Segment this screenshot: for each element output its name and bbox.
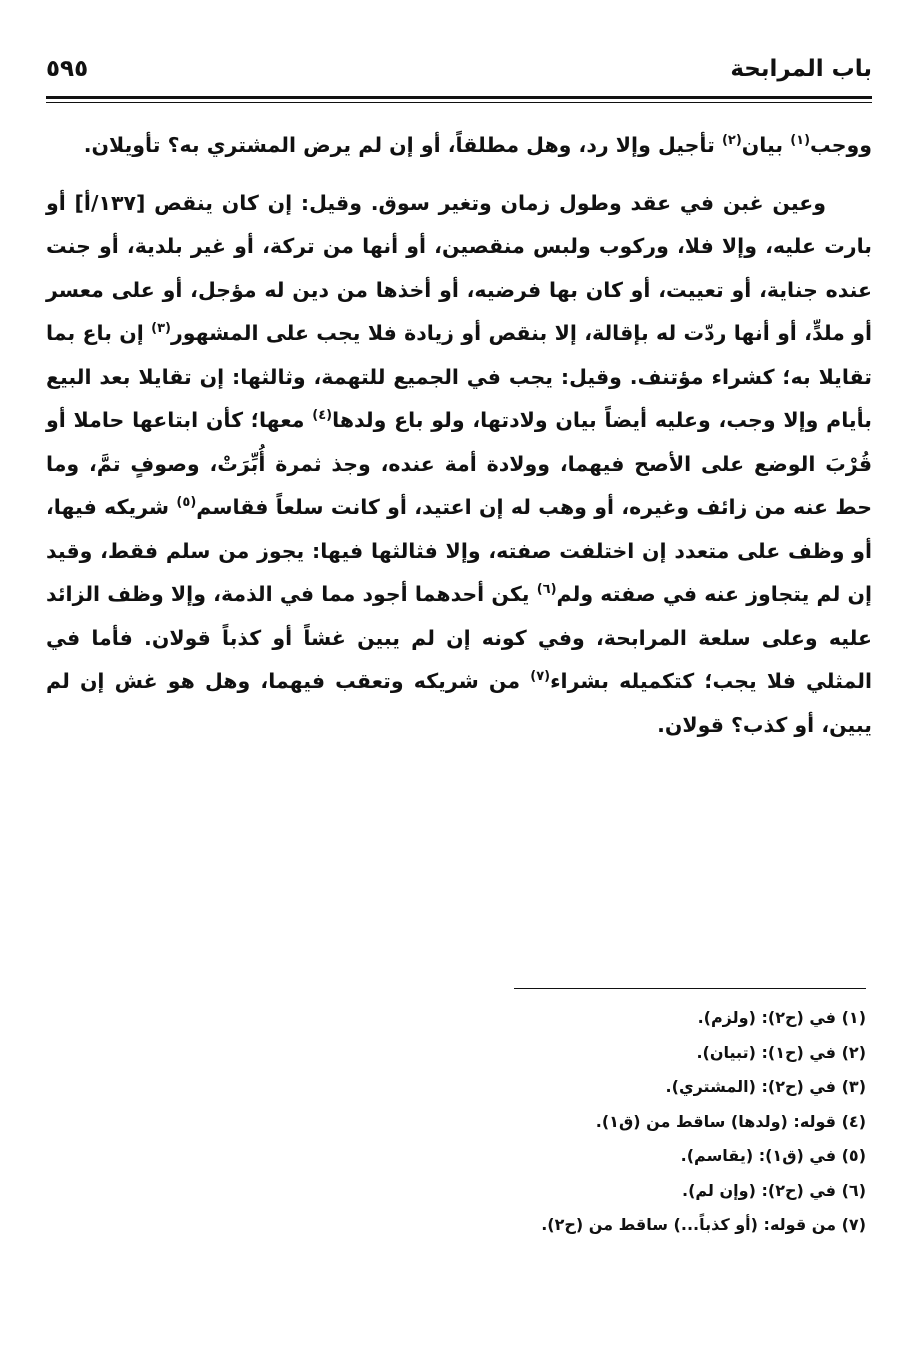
- footnote-4: (٤) قوله: (ولدها) ساقط من (ق١).: [595, 1111, 866, 1131]
- footnote-7: (٧) من قوله: (أو كذباً...) ساقط من (ح٢).: [541, 1215, 866, 1234]
- main-text: [46, 124, 872, 747]
- page-header: [46, 48, 872, 94]
- footnote-1: (١) في (ح٢): (ولزم).: [697, 1008, 866, 1027]
- footnote-ref-3: (٣): [151, 321, 171, 337]
- paragraph-2: [46, 182, 872, 748]
- footnote-separator: [514, 988, 866, 989]
- text-run: تأجيل وإلا رد، وهل مطلقاً، أو إن لم يرض المشتري به؟ تأويلان.: [83, 133, 722, 157]
- footnote-ref-7: (٧): [530, 669, 551, 685]
- footnote-3: (٣) في (ح٢): (المشتري).: [665, 1077, 866, 1096]
- footnote-5: (٥) في (ق١): (يقاسم).: [680, 1146, 866, 1165]
- running-title: باب المرابحة: [730, 56, 872, 82]
- text-run: من شريكه وتعقب فيهما، وهل هو غش إن لم يبين، أو كذب؟ قولان.: [46, 669, 872, 737]
- page-number: ٥٩٥: [46, 56, 89, 82]
- footnote-2: (٢) في (ح١): (تبيان).: [696, 1042, 866, 1062]
- text-run: وعين غبن في عقد وطول زمان وتغير سوق. وقيل: إن كان ينقص [١٣٧/أ] أو بارت عليه، وإلا فلا، وركوب ولبس منقصين، أو أنها من تركة، أو غير بلدية، أو جنت عنده جناية، أو تعييت، أو كان بها فرضيه، أو أخذها من دين له مؤجل، أو على معسر أو ملدٍّ، أو أنها ردّت له بإقالة، إلا بنقص أو زيادة فلا يجب على المشهور: [46, 190, 872, 345]
- footnote-ref-6: (٦): [536, 582, 557, 598]
- header-rule-thick: [46, 96, 872, 99]
- text-run: معها؛ كأن ابتاعها حاملا أو قُرْبَ الوضع على الأصح فيهما، وولادة أمة عنده، وجذ ثمرة أُبِّرَتْ، وصوفٍ تمَّ، وما حط عنه من زائف وغيره، أو وهب له إن اعتيد، أو كانت سلعاً فقاسم: [46, 408, 872, 519]
- text-run: إن باع بما تقايلا به؛ كشراء مؤتنف. وقيل: يجب في الجميع للتهمة، وثالثها: إن تقايلا بعد البيع بأيام وإلا وجب، وعليه أيضاً بيان ولادتها، ولو باع ولدها: [46, 321, 872, 432]
- text-run: ووجب: [810, 133, 872, 157]
- footnote-6: (٦) في (ح٢): (وإن لم).: [681, 1180, 866, 1200]
- text-run: بيان: [741, 133, 791, 157]
- text-run: يكن أحدهما أجود مما في الذمة، وإلا وظف الزائد عليه وعلى سلعة المرابحة، وفي كونه إن لم يبين غشاً أو كذباً قولان. فأما في المثلي فلا يجب؛ كتكميله بشراء: [46, 582, 872, 693]
- footnotes: [166, 1001, 866, 1243]
- footnote-ref-5: (٥): [176, 495, 197, 511]
- footnote-ref-2: (٢): [721, 133, 742, 149]
- footnote-ref-4: (٤): [312, 408, 333, 424]
- footnote-ref-1: (١): [790, 133, 811, 149]
- paragraph-1: [46, 124, 872, 168]
- text-run: شريكه فيها، أو وظف على متعدد إن اختلفت صفته، وإلا فثالثها فيها: يجوز من سلم فقط، وقيد إن لم يتجاوز عنه في صفته ولم: [46, 495, 872, 606]
- header-rule-thin: [46, 102, 872, 103]
